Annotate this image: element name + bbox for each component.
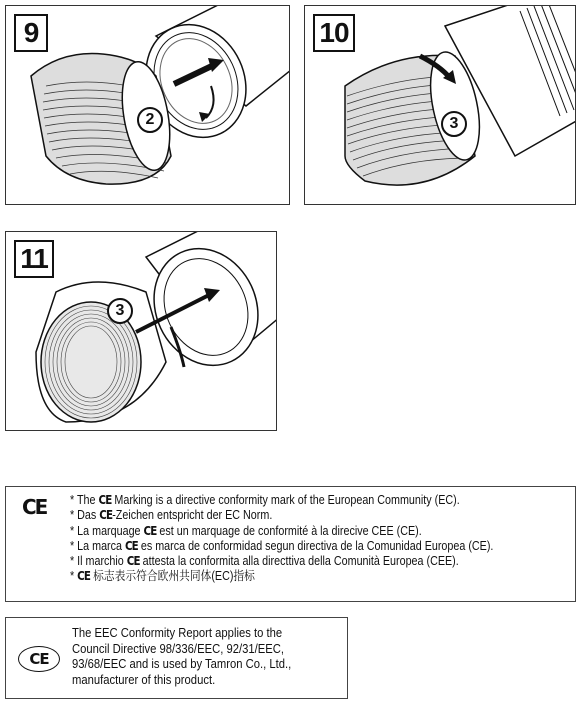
- ce-inline-icon: CE: [98, 493, 112, 507]
- ce-inline-icon: CE: [126, 554, 140, 569]
- ce-line-fr: * La marquage CE est un marquage de conformité à la direcive CEE (CE).: [70, 523, 422, 538]
- callout-2: 2: [137, 107, 163, 133]
- eec-notice-text: The EEC Conformity Report applies to the Council Directive 98/336/EEC, 92/31/EEC, 93/68/EEC and is used by Tamron Co., Ltd., manufacturer of this product.: [72, 626, 292, 687]
- eec-notice-box: [5, 617, 348, 699]
- ce-inline-icon: CE: [124, 538, 138, 553]
- ce-inline-icon: CE: [99, 508, 113, 523]
- ce-line-zh: * CE 标志表示符合欧州共同体(EC)指标: [70, 569, 255, 584]
- callout-3: 3: [441, 111, 467, 137]
- step-9-panel: [5, 5, 290, 205]
- callout-3: 3: [107, 298, 133, 324]
- ce-inline-icon: CE: [77, 569, 91, 584]
- ce-line-en: * The CE Marking is a directive conformity mark of the European Community (EC).: [70, 493, 460, 507]
- ce-notice-lines: [70, 493, 493, 585]
- step-number-9: 9: [14, 14, 48, 52]
- ce-oval-icon: CE: [18, 646, 60, 672]
- step-11-panel: [5, 231, 277, 431]
- step-9-illustration: [6, 6, 289, 204]
- ce-line-de: * Das CE-Zeichen entspricht der EC Norm.: [70, 508, 273, 523]
- step-number-10: 10: [313, 14, 355, 52]
- ce-notice-box: [5, 486, 576, 602]
- ce-inline-icon: CE: [143, 523, 157, 538]
- ce-line-es: * La marca CE es marca de conformidad segun directiva de la Comunidad Europea (CE).: [70, 538, 494, 553]
- step-number-11: 11: [14, 240, 54, 278]
- ce-mark-icon: CE: [22, 495, 47, 519]
- ce-line-it: * Il marchio CE attesta la conformita alla directtiva della Comunità Europea (CEE).: [70, 554, 459, 569]
- step-10-panel: [304, 5, 576, 205]
